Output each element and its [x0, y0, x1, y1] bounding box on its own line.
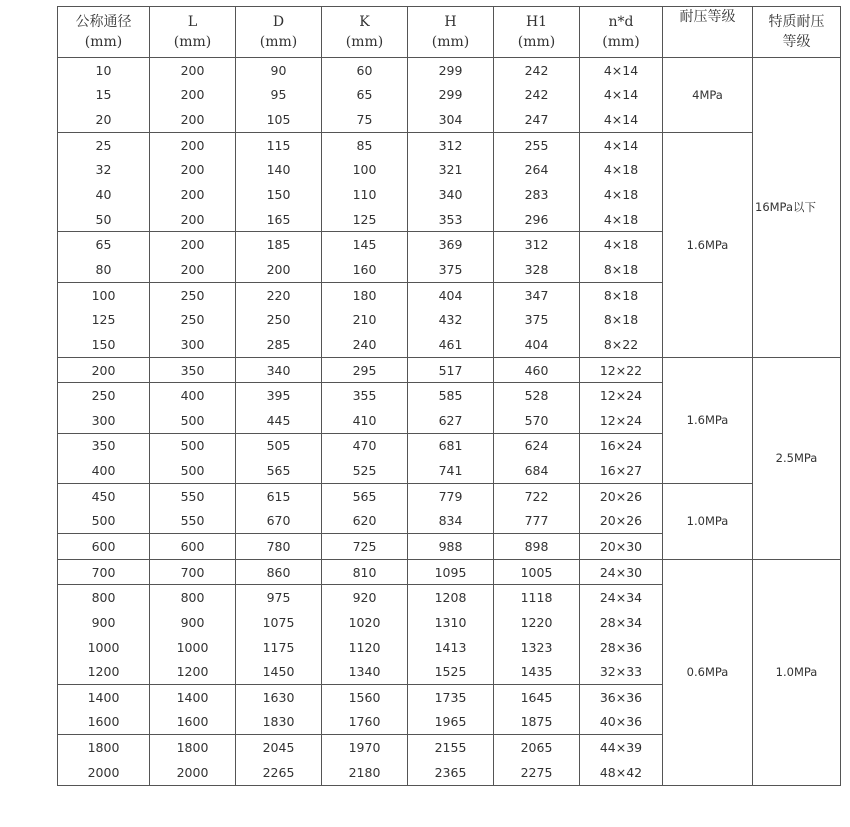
cell-h1: 570: [494, 408, 580, 433]
cell-k: 410: [322, 408, 408, 433]
cell-l: 500: [150, 458, 236, 483]
cell-h1: 242: [494, 58, 580, 83]
cell-h: 1413: [408, 635, 494, 660]
cell-d: 185: [236, 232, 322, 257]
cell-nd: 20×30: [580, 534, 663, 560]
cell-h1: 242: [494, 83, 580, 108]
cell-l: 400: [150, 383, 236, 408]
spec-table: [57, 6, 841, 786]
cell-dn: 32: [58, 158, 150, 183]
cell-dn: 400: [58, 458, 150, 483]
cell-dn: 200: [58, 357, 150, 383]
cell-dn: 900: [58, 610, 150, 635]
cell-d: 285: [236, 332, 322, 357]
cell-k: 75: [322, 107, 408, 132]
cell-l: 200: [150, 232, 236, 257]
cell-h1: 255: [494, 132, 580, 157]
cell-d: 150: [236, 182, 322, 207]
cell-k: 355: [322, 383, 408, 408]
cell-dn: 100: [58, 282, 150, 307]
cell-h1: 375: [494, 307, 580, 332]
cell-l: 500: [150, 433, 236, 458]
cell-d: 115: [236, 132, 322, 157]
cell-dn: 150: [58, 332, 150, 357]
pressure-rating-cell: 1.6MPa: [663, 357, 753, 483]
cell-nd: 16×24: [580, 433, 663, 458]
cell-l: 350: [150, 357, 236, 383]
cell-h1: 328: [494, 257, 580, 282]
special-pressure-cell: 16MPa以下: [753, 58, 841, 358]
cell-nd: 12×24: [580, 408, 663, 433]
cell-nd: 8×22: [580, 332, 663, 357]
cell-d: 2265: [236, 760, 322, 785]
cell-h: 834: [408, 509, 494, 534]
cell-nd: 20×26: [580, 509, 663, 534]
cell-h1: 1645: [494, 685, 580, 710]
cell-k: 1020: [322, 610, 408, 635]
cell-nd: 4×14: [580, 132, 663, 157]
cell-k: 85: [322, 132, 408, 157]
cell-dn: 125: [58, 307, 150, 332]
header-nd: n*d (mm): [580, 7, 663, 58]
cell-h1: 460: [494, 357, 580, 383]
cell-k: 110: [322, 182, 408, 207]
cell-d: 395: [236, 383, 322, 408]
cell-k: 180: [322, 282, 408, 307]
cell-h1: 312: [494, 232, 580, 257]
cell-l: 500: [150, 408, 236, 433]
cell-k: 60: [322, 58, 408, 83]
cell-k: 145: [322, 232, 408, 257]
pressure-rating-cell: 0.6MPa: [663, 559, 753, 785]
cell-h1: 283: [494, 182, 580, 207]
cell-h: 517: [408, 357, 494, 383]
cell-nd: 48×42: [580, 760, 663, 785]
cell-l: 200: [150, 58, 236, 83]
cell-nd: 32×33: [580, 659, 663, 684]
cell-l: 250: [150, 282, 236, 307]
cell-d: 165: [236, 207, 322, 232]
cell-nd: 4×18: [580, 232, 663, 257]
cell-nd: 4×14: [580, 83, 663, 108]
table-row: [58, 357, 841, 383]
cell-dn: 1400: [58, 685, 150, 710]
cell-l: 600: [150, 534, 236, 560]
cell-h: 369: [408, 232, 494, 257]
cell-nd: 36×36: [580, 685, 663, 710]
cell-k: 160: [322, 257, 408, 282]
cell-l: 900: [150, 610, 236, 635]
cell-h1: 1323: [494, 635, 580, 660]
cell-d: 1075: [236, 610, 322, 635]
header-l: L (mm): [150, 7, 236, 58]
cell-dn: 450: [58, 483, 150, 508]
cell-h: 2155: [408, 735, 494, 760]
cell-d: 670: [236, 509, 322, 534]
cell-h: 304: [408, 107, 494, 132]
cell-d: 1450: [236, 659, 322, 684]
cell-dn: 80: [58, 257, 150, 282]
cell-h1: 1875: [494, 710, 580, 735]
cell-h: 627: [408, 408, 494, 433]
cell-nd: 4×18: [580, 158, 663, 183]
cell-l: 200: [150, 132, 236, 157]
cell-h: 2365: [408, 760, 494, 785]
cell-k: 100: [322, 158, 408, 183]
cell-nd: 20×26: [580, 483, 663, 508]
cell-nd: 40×36: [580, 710, 663, 735]
header-pressure: 耐压等级: [663, 7, 753, 58]
cell-dn: 1800: [58, 735, 150, 760]
cell-k: 2180: [322, 760, 408, 785]
cell-d: 90: [236, 58, 322, 83]
cell-nd: 8×18: [580, 257, 663, 282]
cell-dn: 25: [58, 132, 150, 157]
cell-k: 295: [322, 357, 408, 383]
cell-d: 615: [236, 483, 322, 508]
cell-dn: 20: [58, 107, 150, 132]
pressure-rating-cell: 1.0MPa: [663, 483, 753, 559]
cell-d: 95: [236, 83, 322, 108]
header-dn: 公称通径 (mm): [58, 7, 150, 58]
cell-h1: 528: [494, 383, 580, 408]
special-pressure-cell: 1.0MPa: [753, 559, 841, 785]
cell-l: 200: [150, 182, 236, 207]
cell-h1: 898: [494, 534, 580, 560]
cell-h1: 624: [494, 433, 580, 458]
cell-h1: 1435: [494, 659, 580, 684]
cell-nd: 24×34: [580, 585, 663, 610]
cell-h1: 264: [494, 158, 580, 183]
header-h1: H1 (mm): [494, 7, 580, 58]
cell-h: 741: [408, 458, 494, 483]
cell-h: 1525: [408, 659, 494, 684]
pressure-rating-cell: 4MPa: [663, 58, 753, 133]
cell-d: 140: [236, 158, 322, 183]
cell-d: 445: [236, 408, 322, 433]
cell-nd: 44×39: [580, 735, 663, 760]
cell-h: 1735: [408, 685, 494, 710]
cell-l: 300: [150, 332, 236, 357]
cell-dn: 700: [58, 559, 150, 585]
cell-k: 1340: [322, 659, 408, 684]
cell-h1: 777: [494, 509, 580, 534]
cell-l: 1200: [150, 659, 236, 684]
cell-nd: 4×18: [580, 182, 663, 207]
cell-k: 1760: [322, 710, 408, 735]
cell-dn: 500: [58, 509, 150, 534]
header-k: K (mm): [322, 7, 408, 58]
cell-h1: 296: [494, 207, 580, 232]
cell-l: 800: [150, 585, 236, 610]
header-h: H (mm): [408, 7, 494, 58]
table-row: [58, 483, 841, 508]
cell-nd: 4×14: [580, 58, 663, 83]
pressure-rating-cell: 1.6MPa: [663, 132, 753, 357]
cell-k: 1120: [322, 635, 408, 660]
cell-k: 210: [322, 307, 408, 332]
cell-dn: 1600: [58, 710, 150, 735]
cell-d: 860: [236, 559, 322, 585]
cell-h: 299: [408, 58, 494, 83]
table-row: [58, 559, 841, 585]
cell-h1: 2275: [494, 760, 580, 785]
cell-d: 220: [236, 282, 322, 307]
cell-k: 1560: [322, 685, 408, 710]
cell-d: 1630: [236, 685, 322, 710]
cell-nd: 12×22: [580, 357, 663, 383]
cell-dn: 1000: [58, 635, 150, 660]
cell-h: 340: [408, 182, 494, 207]
cell-nd: 16×27: [580, 458, 663, 483]
cell-l: 200: [150, 257, 236, 282]
cell-h: 312: [408, 132, 494, 157]
cell-nd: 28×36: [580, 635, 663, 660]
cell-h: 375: [408, 257, 494, 282]
cell-l: 550: [150, 483, 236, 508]
cell-h: 321: [408, 158, 494, 183]
cell-k: 1970: [322, 735, 408, 760]
cell-k: 470: [322, 433, 408, 458]
cell-d: 565: [236, 458, 322, 483]
header-row: [58, 7, 841, 58]
cell-dn: 250: [58, 383, 150, 408]
special-pressure-cell: 2.5MPa: [753, 357, 841, 559]
cell-dn: 65: [58, 232, 150, 257]
table-row: [58, 132, 841, 157]
cell-dn: 2000: [58, 760, 150, 785]
cell-k: 125: [322, 207, 408, 232]
cell-h: 1208: [408, 585, 494, 610]
cell-dn: 40: [58, 182, 150, 207]
cell-l: 250: [150, 307, 236, 332]
cell-h: 1095: [408, 559, 494, 585]
table-row: [58, 58, 841, 83]
cell-k: 725: [322, 534, 408, 560]
cell-l: 200: [150, 207, 236, 232]
cell-nd: 24×30: [580, 559, 663, 585]
cell-dn: 50: [58, 207, 150, 232]
cell-l: 1600: [150, 710, 236, 735]
cell-h: 681: [408, 433, 494, 458]
cell-l: 200: [150, 107, 236, 132]
cell-d: 505: [236, 433, 322, 458]
cell-h: 353: [408, 207, 494, 232]
cell-h: 1965: [408, 710, 494, 735]
cell-h1: 2065: [494, 735, 580, 760]
cell-nd: 4×14: [580, 107, 663, 132]
cell-l: 2000: [150, 760, 236, 785]
cell-d: 340: [236, 357, 322, 383]
cell-k: 65: [322, 83, 408, 108]
cell-h1: 1220: [494, 610, 580, 635]
cell-dn: 350: [58, 433, 150, 458]
cell-nd: 28×34: [580, 610, 663, 635]
cell-d: 250: [236, 307, 322, 332]
cell-h: 432: [408, 307, 494, 332]
cell-nd: 8×18: [580, 307, 663, 332]
cell-d: 975: [236, 585, 322, 610]
cell-l: 700: [150, 559, 236, 585]
cell-h: 404: [408, 282, 494, 307]
header-special-pressure: 特质耐压 等级: [753, 7, 841, 58]
cell-l: 200: [150, 83, 236, 108]
cell-h: 779: [408, 483, 494, 508]
cell-h: 988: [408, 534, 494, 560]
cell-h1: 347: [494, 282, 580, 307]
cell-d: 1830: [236, 710, 322, 735]
cell-h1: 722: [494, 483, 580, 508]
cell-h1: 684: [494, 458, 580, 483]
table-body: [58, 58, 841, 786]
cell-dn: 600: [58, 534, 150, 560]
header-d: D (mm): [236, 7, 322, 58]
cell-l: 1800: [150, 735, 236, 760]
cell-dn: 10: [58, 58, 150, 83]
cell-h1: 247: [494, 107, 580, 132]
cell-h: 461: [408, 332, 494, 357]
cell-d: 105: [236, 107, 322, 132]
cell-k: 920: [322, 585, 408, 610]
cell-h1: 1118: [494, 585, 580, 610]
cell-nd: 4×18: [580, 207, 663, 232]
cell-k: 565: [322, 483, 408, 508]
cell-k: 620: [322, 509, 408, 534]
cell-h1: 1005: [494, 559, 580, 585]
cell-dn: 15: [58, 83, 150, 108]
cell-k: 240: [322, 332, 408, 357]
cell-d: 780: [236, 534, 322, 560]
cell-l: 200: [150, 158, 236, 183]
cell-h: 1310: [408, 610, 494, 635]
cell-h1: 404: [494, 332, 580, 357]
cell-nd: 8×18: [580, 282, 663, 307]
cell-d: 2045: [236, 735, 322, 760]
cell-nd: 12×24: [580, 383, 663, 408]
cell-l: 550: [150, 509, 236, 534]
cell-dn: 800: [58, 585, 150, 610]
cell-l: 1000: [150, 635, 236, 660]
cell-h: 299: [408, 83, 494, 108]
cell-k: 810: [322, 559, 408, 585]
cell-l: 1400: [150, 685, 236, 710]
cell-dn: 300: [58, 408, 150, 433]
cell-d: 200: [236, 257, 322, 282]
cell-dn: 1200: [58, 659, 150, 684]
cell-d: 1175: [236, 635, 322, 660]
cell-h: 585: [408, 383, 494, 408]
cell-k: 525: [322, 458, 408, 483]
